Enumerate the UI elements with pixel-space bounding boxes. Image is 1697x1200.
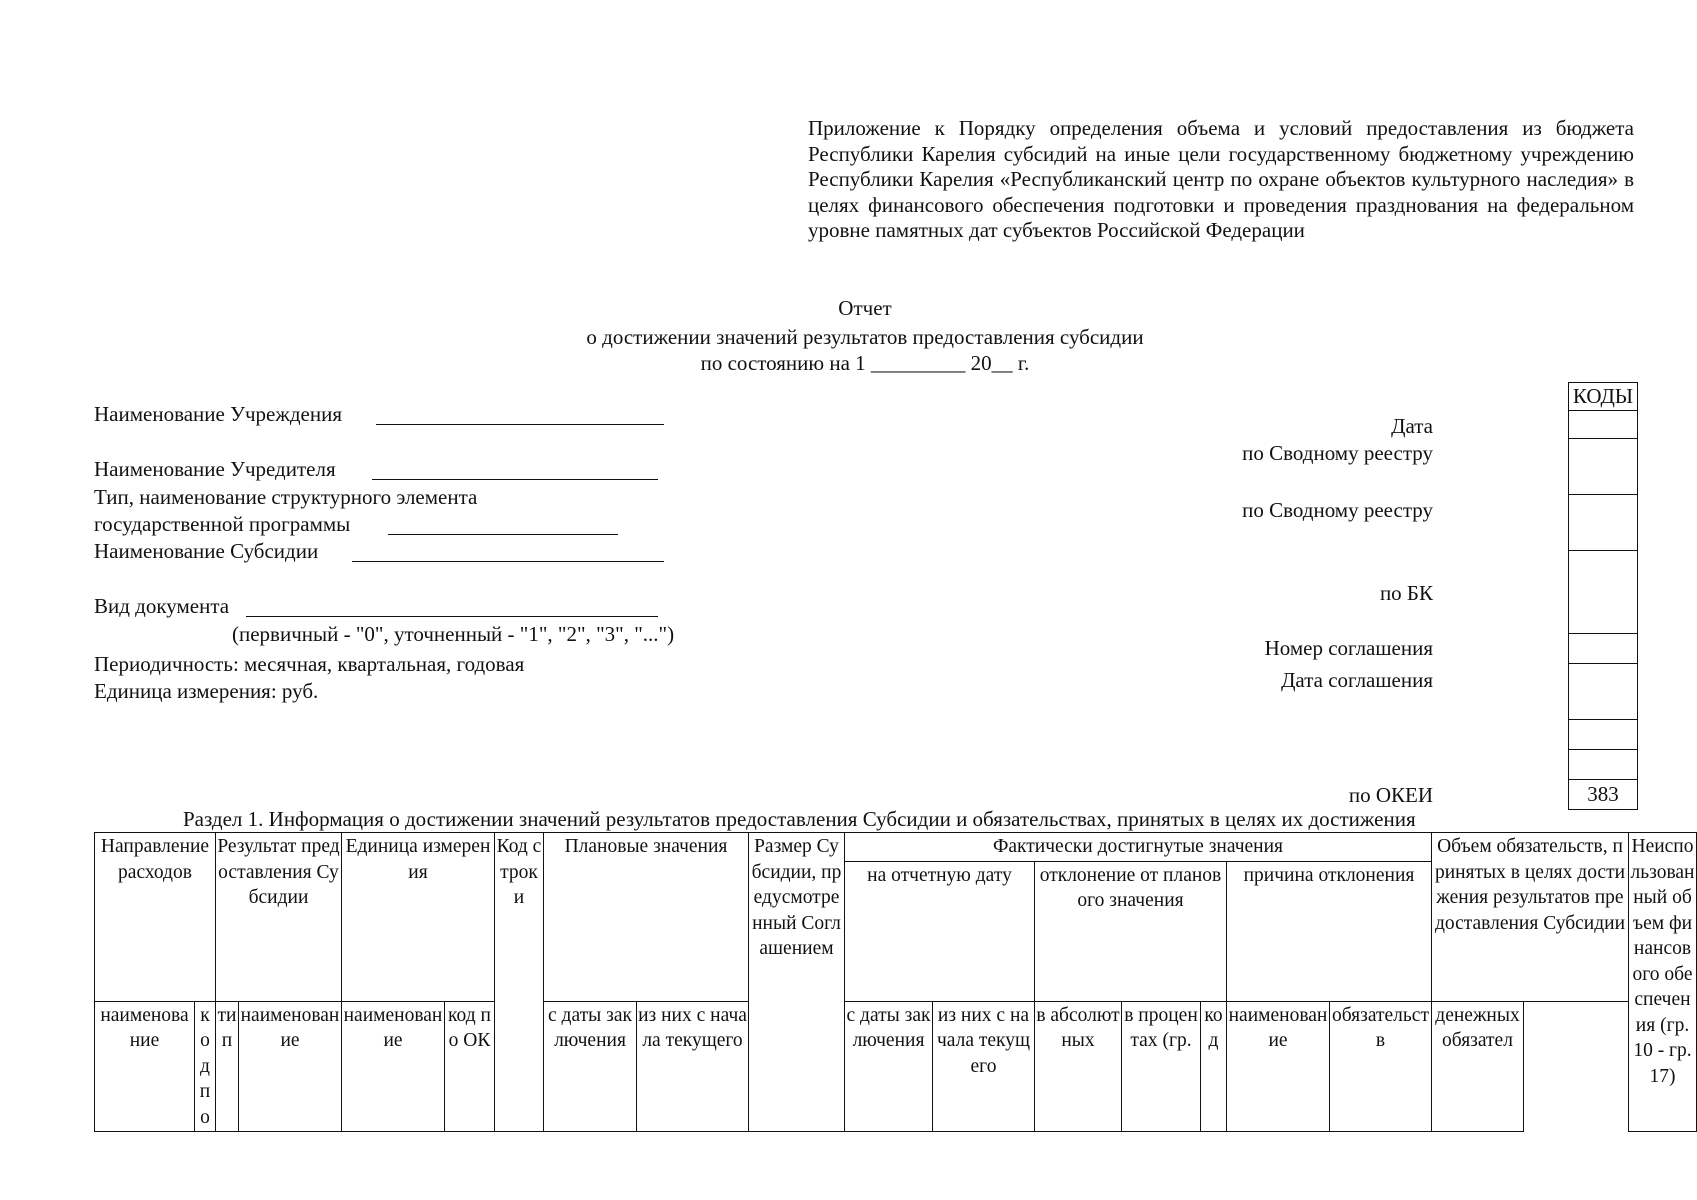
institution-blank[interactable]	[376, 402, 664, 425]
sub-reason-code: код	[1201, 1001, 1227, 1132]
code-label-agreement-date: Дата соглашения	[1281, 668, 1433, 692]
header-obligations: Объем обязательств, принятых в целях достижения результатов предоставления Субсидии	[1432, 833, 1629, 1002]
sub-result-name: наименование	[239, 1001, 342, 1132]
header-planned: Плановые значения	[544, 833, 749, 1002]
sub-direction-code: код по	[195, 1001, 216, 1132]
program-label-line1: Тип, наименование структурного элемента	[94, 485, 478, 509]
header-deviation: отклонение от планового значения	[1035, 861, 1227, 1001]
subsidy-label: Наименование Субсидии	[94, 539, 319, 563]
header-unit: Единица измерения	[342, 833, 495, 1002]
header-unused: Неиспользованный объем финансового обеспечения (гр. 10 - гр. 17)	[1629, 833, 1697, 1132]
report-subtitle: о достижении значений результатов предоставления субсидии	[586, 325, 1144, 349]
doc-type-blank[interactable]	[246, 594, 658, 617]
sub-deviation-pct: в процентах (гр.	[1122, 1001, 1201, 1132]
header-actual: Фактически достигнутые значения	[845, 833, 1432, 862]
code-registry-2-cell[interactable]	[1569, 494, 1637, 550]
founder-label: Наименование Учредителя	[94, 457, 336, 481]
sub-actual-from-date: с даты заключения	[845, 1001, 933, 1132]
header-row-code: Код строки	[495, 833, 544, 1132]
sub-reason-name: наименование	[1227, 1001, 1330, 1132]
code-okei-cell: 383	[1569, 779, 1637, 809]
code-label-date: Дата	[1391, 414, 1433, 438]
program-blank[interactable]	[388, 512, 618, 535]
code-extra-cell-2[interactable]	[1569, 749, 1637, 779]
code-date-cell[interactable]	[1569, 410, 1637, 438]
sub-unit-name: наименование	[342, 1001, 445, 1132]
results-table	[94, 832, 1697, 1132]
header-direction: Направление расходов	[95, 833, 216, 1002]
sub-result-type: тип	[216, 1001, 239, 1132]
code-label-bk: по БК	[1379, 581, 1433, 605]
sub-planned-from-year: из них с начала текущего	[637, 1001, 749, 1132]
report-title: Отчет	[838, 296, 892, 320]
code-bk-cell[interactable]	[1569, 550, 1637, 633]
codes-box	[1568, 382, 1638, 810]
report-date-line: по состоянию на 1 _________ 20__ г.	[700, 351, 1030, 375]
founder-blank[interactable]	[372, 457, 658, 480]
sub-obligations: обязательств	[1330, 1001, 1432, 1132]
sub-money-obligations: денежных обязател	[1432, 1001, 1524, 1132]
header-reason: причина отклонения	[1227, 861, 1432, 1001]
unit-label: Единица измерения: руб.	[94, 679, 319, 703]
doc-type-hint: (первичный - "0", уточненный - "1", "2", "3", "...")	[232, 622, 675, 646]
sub-deviation-abs: в абсолютных	[1035, 1001, 1122, 1132]
section-1-title: Раздел 1. Информация о достижении значений результатов предоставления Субсидии и обязательствах, принятых в целях их достижения	[183, 807, 1416, 831]
codes-header: КОДЫ	[1572, 384, 1634, 408]
sub-actual-from-year: из них с начала текущего	[933, 1001, 1035, 1132]
header-result: Результат предоставления Субсидии	[216, 833, 342, 1002]
code-label-agreement-number: Номер соглашения	[1264, 636, 1433, 660]
code-agreement-date-cell[interactable]	[1569, 663, 1637, 719]
code-agreement-number-cell[interactable]	[1569, 633, 1637, 663]
sub-unit-okei: код по ОК	[445, 1001, 495, 1132]
subsidy-blank[interactable]	[352, 539, 664, 562]
header-subsidy-size: Размер Субсидии, предусмотренный Соглашением	[749, 833, 845, 1132]
code-registry-1-cell[interactable]	[1569, 438, 1637, 494]
code-label-registry-2: по Сводному реестру	[1242, 498, 1433, 522]
code-label-okei: по ОКЕИ	[1348, 783, 1433, 807]
code-extra-cell-1[interactable]	[1569, 719, 1637, 749]
doc-type-label: Вид документа	[94, 594, 230, 618]
header-on-date: на отчетную дату	[845, 861, 1035, 1001]
program-label-line2: государственной программы	[94, 512, 351, 536]
periodicity-label: Периодичность: месячная, квартальная, годовая	[94, 652, 525, 676]
institution-label: Наименование Учреждения	[94, 402, 342, 426]
sub-direction-name: наименование	[95, 1001, 195, 1132]
code-label-registry-1: по Сводному реестру	[1242, 441, 1433, 465]
appendix-note: Приложение к Порядку определения объема и условий предоставления из бюджета Республики Карелия субсидий на иные цели государственному бюджетному учреждению Республики Карелия «Республиканский центр по охране объектов культурного наследия» в целях финансового обеспечения подготовки и проведения празднования на федеральном уровне памятных дат субъектов Российской Федерации	[808, 116, 1634, 242]
sub-planned-from-date: с даты заключения	[544, 1001, 637, 1132]
